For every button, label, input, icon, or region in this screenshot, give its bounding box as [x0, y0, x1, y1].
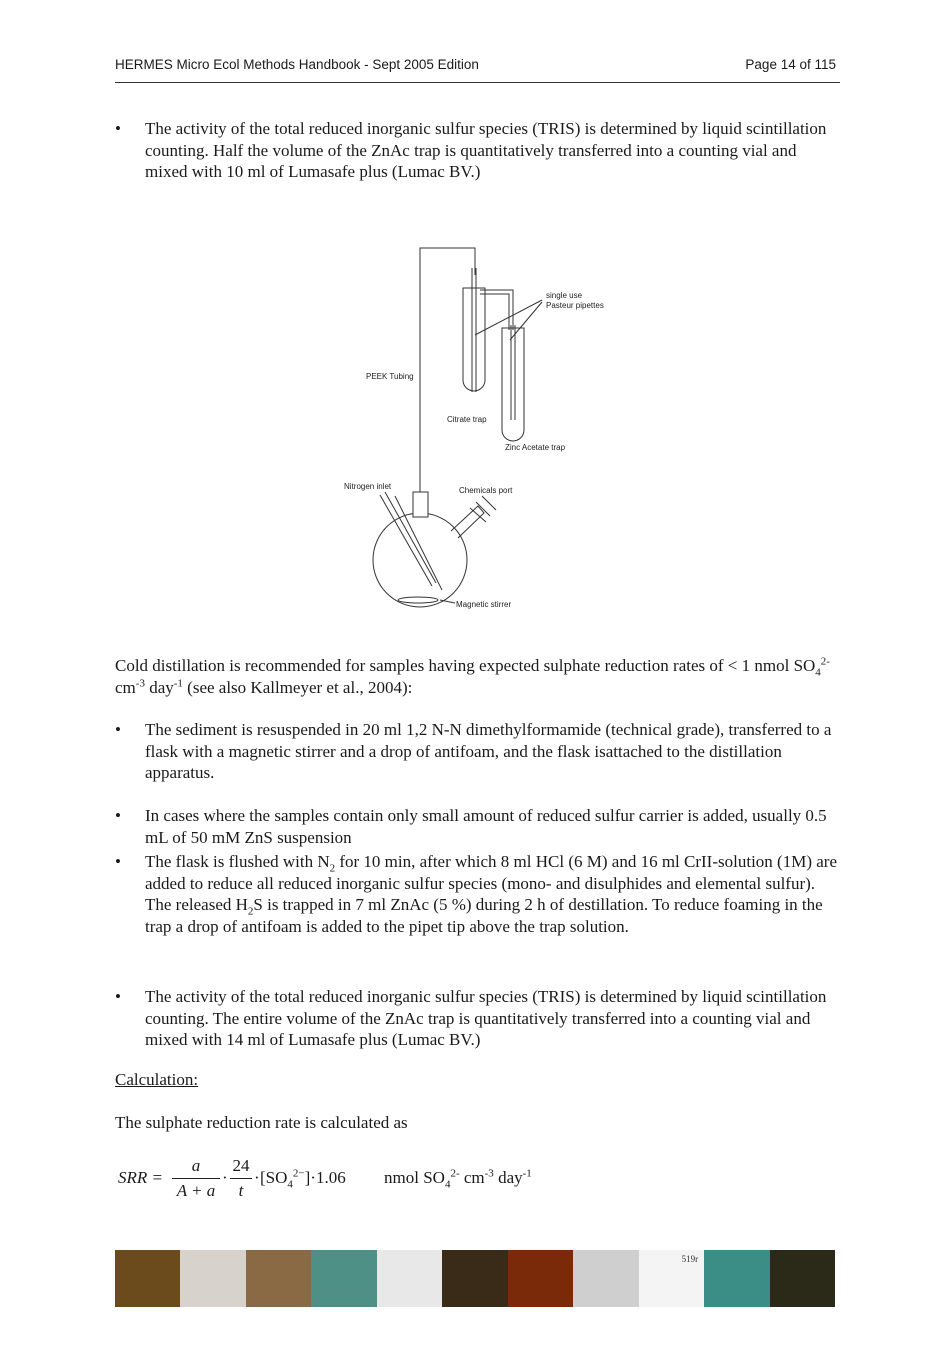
- label-pasteur-pipettes: Pasteur pipettes: [546, 301, 604, 310]
- bullet-icon: •: [115, 119, 121, 138]
- footer-image-tile: [442, 1250, 507, 1307]
- bullet-text: In cases where the samples contain only small amount of reduced sulfur carrier is added, usually 0.5 mL of 50 mM ZnS suspension: [145, 806, 827, 847]
- formula-dot: ·: [222, 1168, 228, 1187]
- footer-image-strip: [115, 1250, 835, 1307]
- intro-text-1: Cold distillation is recommended for samples having expected sulphate reduction rates of < 1 nmol SO: [115, 656, 816, 675]
- intro-sub-4: 4: [815, 666, 821, 679]
- unit-sub: 4: [444, 1178, 451, 1191]
- formula-factor: ]·1.06: [304, 1168, 346, 1187]
- label-zinc-acetate-trap: Zinc Acetate trap: [505, 443, 566, 452]
- footer-image-tile: [115, 1250, 180, 1307]
- label-single-use: single use: [546, 291, 583, 300]
- intro-paragraph: [115, 655, 840, 698]
- formula-numerator-24: 24: [232, 1156, 250, 1175]
- footer-image-tile: [180, 1250, 245, 1307]
- bullet-icon: •: [115, 852, 121, 871]
- bullet-text: [145, 851, 840, 937]
- formula-units: [384, 1167, 532, 1191]
- formula-fraction-24: [230, 1156, 252, 1201]
- unit-sup: 2-: [450, 1167, 460, 1180]
- formula-fraction-a: [172, 1156, 220, 1201]
- formula-so4: [SO: [260, 1168, 288, 1187]
- intro-text-4: (see also Kallmeyer et al., 2004):: [182, 677, 413, 697]
- label-chemicals-port: Chemicals port: [459, 486, 513, 495]
- label-nitrogen-inlet: Nitrogen inlet: [344, 482, 392, 491]
- unit-sup-1: -1: [522, 1167, 532, 1180]
- footer-image-tile: [311, 1250, 376, 1307]
- header-title: HERMES Micro Ecol Methods Handbook - Sept 2005 Edition: [115, 57, 479, 72]
- intro-text-3: day: [144, 677, 174, 697]
- footer-image-tile: [770, 1250, 835, 1307]
- intro-sup-2: 2-: [820, 655, 830, 668]
- bullet-text: The sediment is resuspended in 20 ml 1,2 N-N dimethylformamide (technical grade), transferred to a flask with a magnetic stirrer and a drop of antifoam, and the flask isattached to the distillation apparatus.: [145, 720, 832, 782]
- bullet4-text-a: The flask is flushed with N: [145, 852, 330, 871]
- bullet4-text-c: S is trapped in 7 ml ZnAc (5 %) during 2 h of destillation. To reduce foaming in the trap a drop of antifoam is added to the pipet tip above the trap solution.: [145, 895, 823, 936]
- rate-sentence: The sulphate reduction rate is calculated as: [115, 1113, 408, 1132]
- bullet4-sub-h2: 2: [247, 905, 254, 918]
- bullet-icon: •: [115, 987, 121, 1006]
- footer-image-tile: [704, 1250, 769, 1307]
- page-header: [115, 56, 840, 83]
- distillation-apparatus-figure: [330, 240, 630, 620]
- bullet-text: The activity of the total reduced inorganic sulfur species (TRIS) is determined by liquid scintillation counting. Half the volume of the ZnAc trap is quantitatively transferred into a counting vial and mixed with 10 ml of Lumasafe plus (Lumac BV.): [145, 119, 827, 181]
- formula-so4-sup: 2−: [292, 1167, 305, 1180]
- formula-denominator: A + a: [176, 1181, 216, 1200]
- fraction-bar: [172, 1178, 220, 1179]
- formula-denominator-t: t: [238, 1181, 244, 1200]
- label-citrate-trap: Citrate trap: [447, 415, 487, 424]
- fraction-bar: [230, 1178, 252, 1179]
- footer-image-tile: [639, 1250, 704, 1307]
- header-page-number: Page 14 of 115: [745, 57, 836, 72]
- footer-image-tile: [377, 1250, 442, 1307]
- intro-sup-m1: -1: [173, 676, 183, 689]
- footer-image-tile: [573, 1250, 638, 1307]
- label-magnetic-stirrer: Magnetic stirrer: [456, 600, 512, 609]
- unit-text-b: cm: [459, 1168, 485, 1187]
- tile-label: 519r: [681, 1254, 699, 1264]
- footer-image-tile: [508, 1250, 573, 1307]
- footer-image-tile: [246, 1250, 311, 1307]
- calculation-heading: Calculation:: [115, 1070, 199, 1089]
- formula-numerator-a: a: [191, 1156, 201, 1175]
- unit-text-c: day: [493, 1168, 523, 1187]
- bullet-icon: •: [115, 720, 121, 739]
- formula-dot: ·: [254, 1168, 260, 1187]
- formula-lhs: SRR =: [118, 1168, 163, 1187]
- bullet-icon: •: [115, 806, 121, 825]
- unit-text-a: nmol SO: [384, 1168, 445, 1187]
- label-peek-tubing: PEEK Tubing: [366, 372, 414, 381]
- intro-text-2: cm: [115, 677, 136, 697]
- intro-sup-m3: -3: [135, 676, 145, 689]
- bullet4-sub-2: 2: [329, 862, 336, 875]
- bullet-text: The activity of the total reduced inorganic sulfur species (TRIS) is determined by liquid scintillation counting. The entire volume of the ZnAc trap is quantitatively transferred into a counting vial and mixed with 14 ml of Lumasafe plus (Lumac BV.): [145, 987, 827, 1049]
- formula-so4-sub: 4: [287, 1178, 293, 1191]
- unit-sup-3: -3: [484, 1167, 494, 1180]
- bullet4-text-b: for 10 min, after which 8 ml HCl (6 M) and 16 ml CrII-solution (1M) are added to reduce all reduced inorganic sulfur species (mono- and disulphides and elemental sulfur). The released H: [145, 852, 837, 914]
- srr-formula: [118, 1150, 718, 1210]
- formula-sulfate-term: [260, 1167, 346, 1191]
